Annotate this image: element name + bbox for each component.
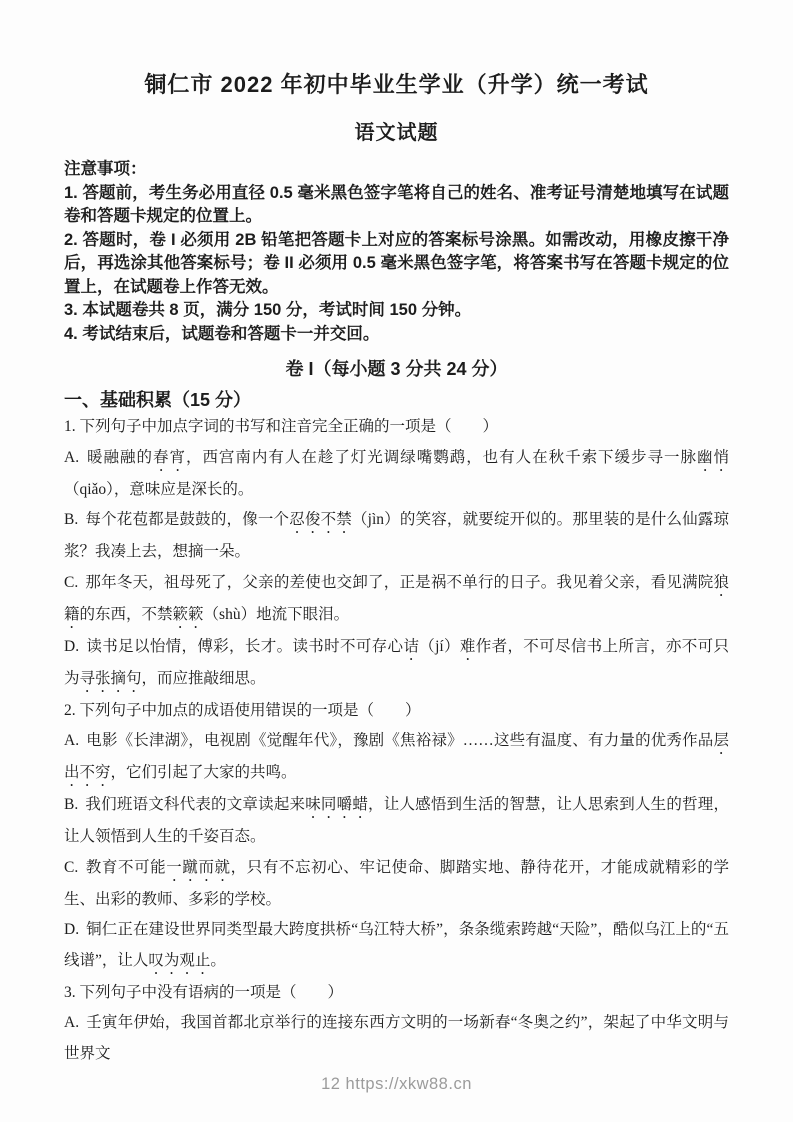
option-text: 读书足以怡情，傅彩，长才。读书时不可存心 <box>86 637 404 655</box>
option-text: ，让人感悟到生活的智慧，让人思索到人生的哲理，让人领悟到人生的千姿百态。 <box>64 796 729 845</box>
option-text: 电影《长津湖》，电视剧《觉醒年代》，豫剧《焦裕禄》……这些有温度、有力量的优秀作品 <box>86 732 714 749</box>
option-row <box>64 443 729 506</box>
option-text: 暖融融的 <box>86 448 153 466</box>
notice-item: 3. 本试题卷共 8 页，满分 150 分，考试时间 150 分钟。 <box>64 301 472 319</box>
notice-item: 1. 答题前，考生务必用直径 0.5 毫米黑色签字笔将自己的姓名、准考证号清楚地填写在试题卷和答题卡规定的位置上。 <box>64 183 729 225</box>
option-label: D. <box>64 921 80 938</box>
option-label: D. <box>64 637 80 655</box>
emphasized-text: 簌簌 <box>172 605 204 623</box>
option-label: B. <box>64 511 79 528</box>
option-text: ，西宫南内有人在趁了灯光调绿嘴鹦鹉，也有人在秋千索下缓步寻一脉 <box>185 448 697 466</box>
exam-title: 铜仁市 2022 年初中毕业生学业（升学）统一考试 <box>144 72 649 97</box>
questions-area <box>64 412 729 1069</box>
emphasized-text: 幽悄 <box>696 448 729 466</box>
option-row <box>64 568 729 632</box>
option-label: A. <box>64 1014 80 1031</box>
notice-heading: 注意事项： <box>64 160 147 178</box>
emphasized-text: 叹为观止 <box>148 951 211 969</box>
option-row <box>64 790 729 853</box>
question-stem: 3. 下列句子中没有语病的一项是（ ） <box>64 983 344 1001</box>
option-text: 。 <box>210 951 226 969</box>
option-text: （qiǎo），意味应是深长的。 <box>64 480 254 498</box>
option-row <box>64 853 729 916</box>
option-row <box>64 726 729 790</box>
option-label: C. <box>64 858 79 876</box>
section-heading: 一、基础积累（15 分） <box>64 390 252 410</box>
notice-section <box>64 158 729 346</box>
option-label: A. <box>64 732 80 749</box>
option-label: A. <box>64 448 80 466</box>
question-stem: 1. 下列句子中加点字词的书写和注音完全正确的一项是（ ） <box>64 418 499 435</box>
option-row <box>64 1008 729 1069</box>
option-row <box>64 632 729 696</box>
emphasized-text: 忍俊不禁 <box>289 511 352 528</box>
option-row <box>64 915 729 978</box>
paper-part-heading: 卷 I（每小题 3 分共 24 分） <box>285 359 508 379</box>
option-text: 作者，不可尽信书上所言，亦不可只为 <box>64 637 729 687</box>
question-stem: 2. 下列句子中加点的成语使用错误的一项是（ ） <box>64 701 421 719</box>
emphasized-text: 味同嚼蜡 <box>305 796 369 813</box>
exam-subtitle: 语文试题 <box>354 122 439 144</box>
option-text: 教育不可能 <box>85 858 167 876</box>
page-footer: 12 https://xkw88.cn <box>321 1075 472 1093</box>
option-text: 铜仁正在建设世界同类型最大跨度拱桥“乌江特大桥”，条条缆索跨越“天险”，酷似乌江上的“五线谱”，让人 <box>64 921 729 969</box>
option-text: ，只有不忘初心、牢记使命、脚踏实地、静待花开，才能成就精彩的学生、出彩的教师、多彩的学校。 <box>64 858 729 908</box>
option-row <box>64 505 729 568</box>
notice-item: 2. 答题时，卷 I 必须用 2B 铅笔把答题卡上对应的答案标号涂黑。如需改动，用橡皮擦干净后，再选涂其他答案标号；卷 II 必须用 0.5 毫米黑色签字笔，将答案书写在答题卡规定的位置上，在试题卷上作答无效。 <box>64 230 729 296</box>
option-text: ，它们引起了大家的共鸣。 <box>110 764 297 781</box>
option-text: （shù）地流下眼泪。 <box>203 605 350 623</box>
emphasized-text: 诘 <box>403 637 420 655</box>
option-text: 我们班语文科代表的文章读起来 <box>85 796 306 813</box>
notice-item: 4. 考试结束后，试题卷和答题卡一并交回。 <box>64 324 380 343</box>
emphasized-text: 一蹴而就 <box>166 858 231 876</box>
option-text: （jìn）的笑容，就要绽开似的。那里装的是什么仙露琼浆？我凑上去，想摘一朵。 <box>64 511 729 560</box>
emphasized-text: 春宵 <box>153 448 186 466</box>
option-text: ，而应推敲细思。 <box>141 669 266 687</box>
emphasized-text: 难 <box>459 637 476 655</box>
option-text: 的东西，不禁 <box>79 605 173 623</box>
emphasized-text: 层出不穷 <box>64 732 729 781</box>
option-text: 每个花苞都是鼓鼓的，像一个 <box>85 511 290 528</box>
notice-list <box>64 182 729 347</box>
option-text: 那年冬天，祖母死了，父亲的差使也交卸了，正是祸不单行的日子。我见着父亲，看见满院 <box>85 573 714 591</box>
option-label: C. <box>64 573 79 591</box>
option-text: （jí） <box>419 637 460 655</box>
emphasized-text: 狼籍 <box>64 573 729 623</box>
option-label: B. <box>64 796 79 813</box>
emphasized-text: 寻张摘句 <box>79 669 142 687</box>
option-text: 壬寅年伊始，我国首都北京举行的连接东西方文明的一场新春“冬奥之约”，架起了中华文明与世界文 <box>64 1014 729 1062</box>
